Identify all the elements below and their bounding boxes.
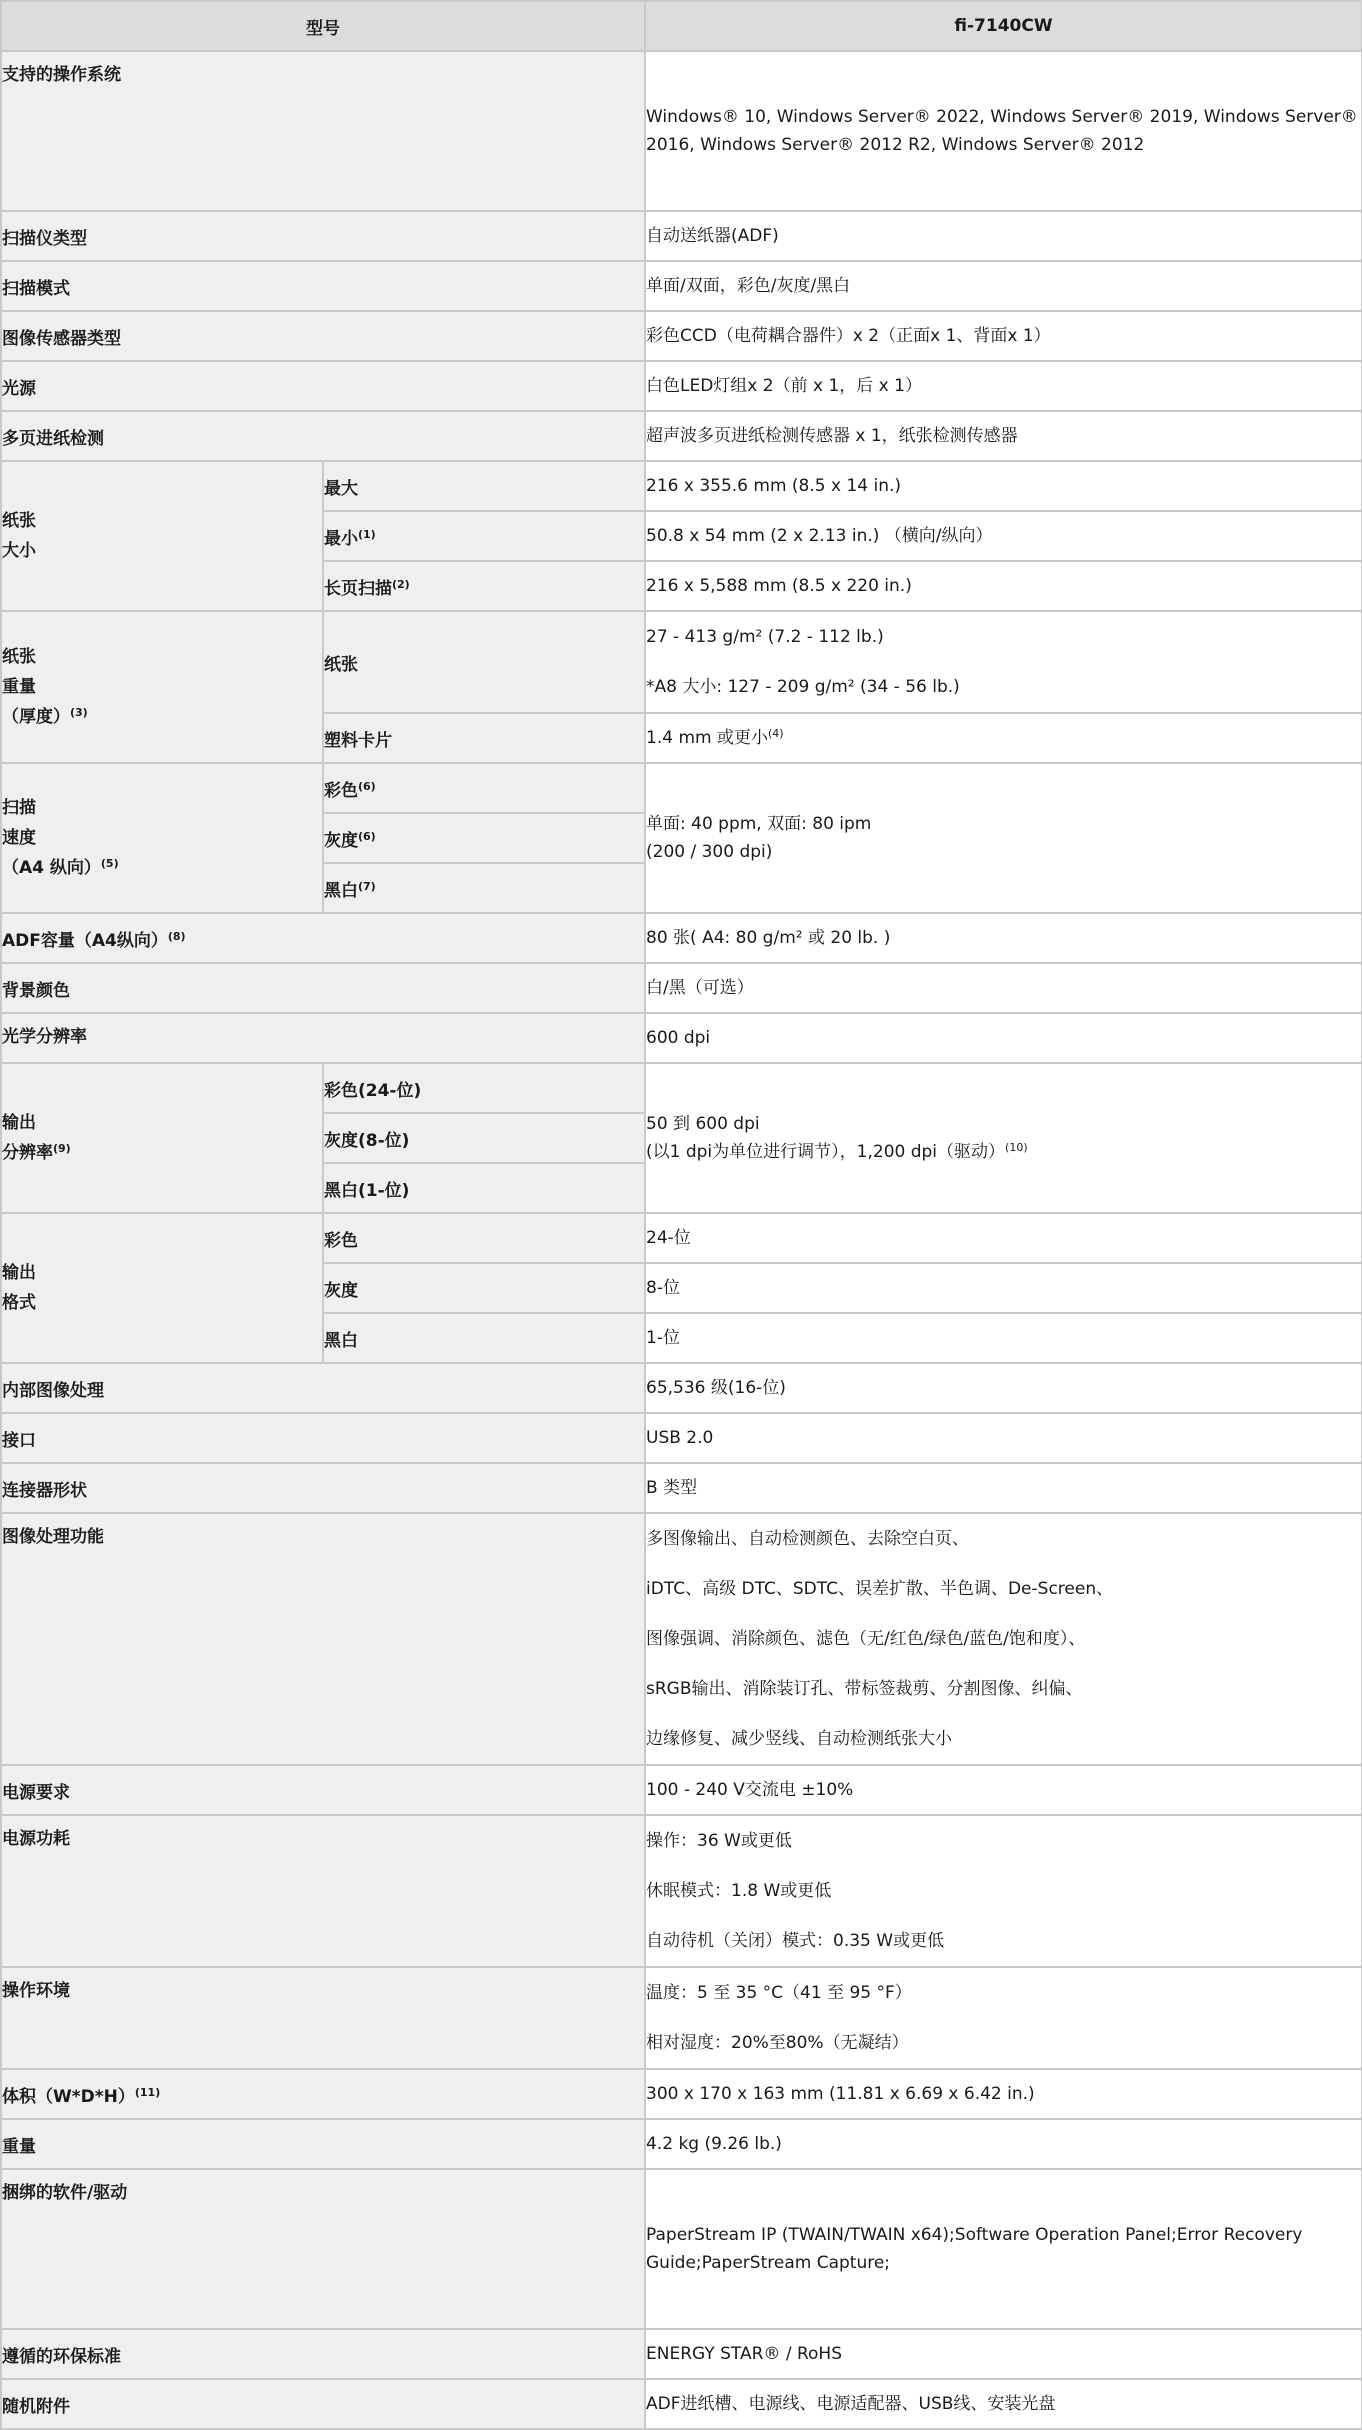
output-res-gray-label: 灰度(8-位) [323, 1113, 645, 1163]
scan-speed-color-note: (6) [358, 779, 376, 793]
scan-speed-value-line1: 单面: 40 ppm, 双面: 80 ipm [646, 814, 872, 834]
row-internal-proc [1, 1363, 1362, 1413]
row-paper-size-max [1, 461, 1362, 511]
paper-size-min-value: 50.8 x 54 mm (2 x 2.13 in.) （横向/纵向） [645, 511, 1362, 561]
row-connector [1, 1463, 1362, 1513]
os-value-line1: Windows® 10, Windows Server® 2022, Windows Server® 2019, Windows Server® [646, 107, 1358, 127]
light-source-value: 白色LED灯组x 2（前 x 1，后 x 1） [645, 361, 1362, 411]
dimensions-label-cell [1, 2069, 645, 2119]
scan-speed-label-line2: 速度 [2, 828, 36, 848]
scan-speed-value-line2: (200 / 300 dpi) [646, 842, 773, 862]
output-format-gray-label: 灰度 [323, 1263, 645, 1313]
image-funcs-line2: iDTC、高级 DTC、SDTC、误差扩散、半色调、De-Screen、 [646, 1579, 1114, 1599]
eco-value: ENERGY STAR® / RoHS [645, 2329, 1362, 2379]
scan-speed-label-note: (5) [100, 857, 119, 870]
paper-weight-card-note: (4) [767, 727, 784, 740]
connector-value: B 类型 [645, 1463, 1362, 1513]
row-adf-capacity [1, 913, 1362, 963]
adf-capacity-label-cell [1, 913, 645, 963]
dimensions-label: 体积（W*D*H） [2, 2086, 135, 2107]
paper-weight-card-label: 塑料卡片 [323, 713, 645, 763]
row-interface [1, 1413, 1362, 1463]
software-line1: PaperStream IP (TWAIN/TWAIN x64);Software Operation Panel;Error Recovery [646, 2225, 1303, 2245]
scan-speed-label-line3: （A4 纵向） [2, 858, 101, 878]
paper-size-long-note: (2) [392, 577, 410, 591]
paper-weight-label-line1: 纸张 [2, 647, 36, 667]
output-res-value-line2: (以1 dpi为单位进行调节），1,200 dpi（驱动） [646, 1142, 1006, 1162]
interface-label: 接口 [1, 1413, 645, 1463]
multifeed-value: 超声波多页进纸检测传感器 x 1，纸张检测传感器 [645, 411, 1362, 461]
row-scanner-type [1, 211, 1362, 261]
scan-speed-color-label-cell [323, 763, 645, 813]
row-weight [1, 2119, 1362, 2169]
weight-label: 重量 [1, 2119, 645, 2169]
image-funcs-line4: sRGB输出、消除装订孔、带标签裁剪、分割图像、纠偏、 [646, 1679, 1083, 1699]
paper-size-label-line2: 大小 [2, 541, 36, 561]
image-funcs-value [645, 1513, 1362, 1765]
output-res-value [645, 1063, 1362, 1213]
row-software [1, 2169, 1362, 2329]
light-source-label: 光源 [1, 361, 645, 411]
adf-capacity-value: 80 张( A4: 80 g/m² 或 20 lb. ) [645, 913, 1362, 963]
paper-weight-paper-value [645, 611, 1362, 713]
scanner-type-value: 自动送纸器(ADF) [645, 211, 1362, 261]
eco-label: 遵循的环保标准 [1, 2329, 645, 2379]
environment-line2: 相对湿度：20%至80%（无凝结） [646, 2033, 909, 2053]
output-res-value-note: (10) [1005, 1141, 1028, 1154]
output-format-label-line1: 输出 [2, 1263, 36, 1283]
scanner-type-label: 扫描仪类型 [1, 211, 645, 261]
scan-speed-gray-label: 灰度 [324, 830, 358, 851]
multifeed-label: 多页进纸检测 [1, 411, 645, 461]
row-optical-res [1, 1013, 1362, 1063]
row-eco [1, 2329, 1362, 2379]
paper-size-label-line1: 纸张 [2, 511, 36, 531]
os-value [645, 51, 1362, 211]
row-os [1, 51, 1362, 211]
row-scan-speed-color [1, 763, 1362, 813]
paper-size-min-label: 最小 [324, 528, 358, 549]
header-row [1, 1, 1362, 51]
scan-mode-value: 单面/双面，彩色/灰度/黑白 [645, 261, 1362, 311]
row-dimensions [1, 2069, 1362, 2119]
output-res-value-line1: 50 到 600 dpi [646, 1114, 760, 1134]
paper-weight-label-line3: （厚度） [2, 707, 70, 727]
scan-speed-value [645, 763, 1362, 913]
power-cons-value [645, 1815, 1362, 1967]
output-format-bw-value: 1-位 [645, 1313, 1362, 1363]
power-cons-line3: 自动待机（关闭）模式：0.35 W或更低 [646, 1931, 945, 1951]
row-output-format-color [1, 1213, 1362, 1263]
paper-size-max-value: 216 x 355.6 mm (8.5 x 14 in.) [645, 461, 1362, 511]
output-res-label-line1: 输出 [2, 1113, 36, 1133]
environment-value [645, 1967, 1362, 2069]
weight-value: 4.2 kg (9.26 lb.) [645, 2119, 1362, 2169]
row-multifeed [1, 411, 1362, 461]
output-format-color-label: 彩色 [323, 1213, 645, 1263]
paper-weight-label [1, 611, 323, 763]
paper-weight-label-note: (3) [70, 706, 88, 719]
output-format-label [1, 1213, 323, 1363]
paper-size-min-note: (1) [358, 527, 376, 541]
row-paper-weight-paper [1, 611, 1362, 713]
output-format-gray-value: 8-位 [645, 1263, 1362, 1313]
image-funcs-line1: 多图像输出、自动检测颜色、去除空白页、 [646, 1529, 969, 1549]
scan-speed-color-label: 彩色 [324, 780, 358, 801]
paper-size-long-value: 216 x 5,588 mm (8.5 x 220 in.) [645, 561, 1362, 611]
paper-weight-label-line2: 重量 [2, 677, 36, 697]
scan-speed-bw-label-cell [323, 863, 645, 913]
image-sensor-label: 图像传感器类型 [1, 311, 645, 361]
paper-size-label [1, 461, 323, 611]
optical-res-label: 光学分辨率 [1, 1013, 645, 1063]
environment-line1: 温度：5 至 35 °C（41 至 95 °F） [646, 1983, 912, 2003]
row-background [1, 963, 1362, 1013]
scan-speed-gray-label-cell [323, 813, 645, 863]
paper-size-min-label-cell [323, 511, 645, 561]
header-model-value: fi-7140CW [645, 1, 1362, 51]
image-sensor-value: 彩色CCD（电荷耦合器件）x 2（正面x 1、背面x 1） [645, 311, 1362, 361]
paper-weight-value-line2: *A8 大小: 127 - 209 g/m² (34 - 56 lb.) [646, 677, 960, 697]
dimensions-note: (11) [134, 2085, 161, 2099]
output-res-label-line2-wrap [2, 1138, 322, 1168]
software-line2: Guide;PaperStream Capture; [646, 2253, 891, 2273]
connector-label: 连接器形状 [1, 1463, 645, 1513]
output-res-label-note: (9) [53, 1142, 71, 1155]
output-res-label [1, 1063, 323, 1213]
background-value: 白/黑（可选） [645, 963, 1362, 1013]
output-res-value-line2-wrap [646, 1138, 1361, 1166]
row-environment [1, 1967, 1362, 2069]
output-format-color-value: 24-位 [645, 1213, 1362, 1263]
accessories-value: ADF进纸槽、电源线、电源适配器、USB线、安装光盘 [645, 2379, 1362, 2429]
optical-res-value: 600 dpi [645, 1013, 1362, 1063]
output-format-bw-label: 黑白 [323, 1313, 645, 1363]
scan-speed-gray-note: (6) [358, 829, 376, 843]
power-cons-label: 电源功耗 [1, 1815, 645, 1967]
paper-weight-label-line3-wrap [2, 702, 322, 732]
paper-weight-card-value: 1.4 mm 或更小 [646, 728, 768, 748]
image-funcs-line5: 边缘修复、减少竖线、自动检测纸张大小 [646, 1729, 952, 1749]
row-image-funcs [1, 1513, 1362, 1765]
image-funcs-label: 图像处理功能 [1, 1513, 645, 1765]
power-cons-line1: 操作：36 W或更低 [646, 1831, 792, 1851]
scan-mode-label: 扫描模式 [1, 261, 645, 311]
os-label: 支持的操作系统 [1, 51, 645, 211]
paper-size-long-label: 长页扫描 [324, 578, 392, 599]
os-value-line2: 2016, Windows Server® 2012 R2, Windows Server® 2012 [646, 135, 1145, 155]
environment-label: 操作环境 [1, 1967, 645, 2069]
paper-size-long-label-cell [323, 561, 645, 611]
software-label: 捆绑的软件/驱动 [1, 2169, 645, 2329]
scan-speed-label-line3-wrap [2, 853, 322, 883]
accessories-label: 随机附件 [1, 2379, 645, 2429]
output-res-label-line2: 分辨率 [2, 1143, 53, 1163]
paper-weight-card-value-cell [645, 713, 1362, 763]
row-scan-mode [1, 261, 1362, 311]
row-light-source [1, 361, 1362, 411]
software-value [645, 2169, 1362, 2329]
row-power-req [1, 1765, 1362, 1815]
internal-proc-value: 65,536 级(16-位) [645, 1363, 1362, 1413]
background-label: 背景颜色 [1, 963, 645, 1013]
row-power-cons [1, 1815, 1362, 1967]
power-req-value: 100 - 240 V交流电 ±10% [645, 1765, 1362, 1815]
power-cons-line2: 休眠模式：1.8 W或更低 [646, 1881, 832, 1901]
adf-capacity-label: ADF容量（A4纵向） [2, 930, 168, 951]
scan-speed-label [1, 763, 323, 913]
output-res-color-label: 彩色(24-位) [323, 1063, 645, 1113]
output-res-bw-label: 黑白(1-位) [323, 1163, 645, 1213]
adf-capacity-note: (8) [167, 929, 186, 943]
image-funcs-line3: 图像强调、消除颜色、滤色（无/红色/绿色/蓝色/饱和度）、 [646, 1629, 1086, 1649]
scan-speed-bw-note: (7) [358, 879, 376, 893]
dimensions-value: 300 x 170 x 163 mm (11.81 x 6.69 x 6.42 in.) [645, 2069, 1362, 2119]
header-model-label: 型号 [1, 1, 645, 51]
scan-speed-label-line1: 扫描 [2, 798, 36, 818]
row-output-res-color [1, 1063, 1362, 1113]
row-accessories [1, 2379, 1362, 2429]
row-image-sensor [1, 311, 1362, 361]
interface-value: USB 2.0 [645, 1413, 1362, 1463]
paper-size-max-label: 最大 [323, 461, 645, 511]
internal-proc-label: 内部图像处理 [1, 1363, 645, 1413]
paper-weight-value-line1: 27 - 413 g/m² (7.2 - 112 lb.) [646, 627, 884, 647]
output-format-label-line2: 格式 [2, 1293, 36, 1313]
scan-speed-bw-label: 黑白 [324, 880, 358, 901]
paper-weight-paper-label: 纸张 [323, 611, 645, 713]
power-req-label: 电源要求 [1, 1765, 645, 1815]
